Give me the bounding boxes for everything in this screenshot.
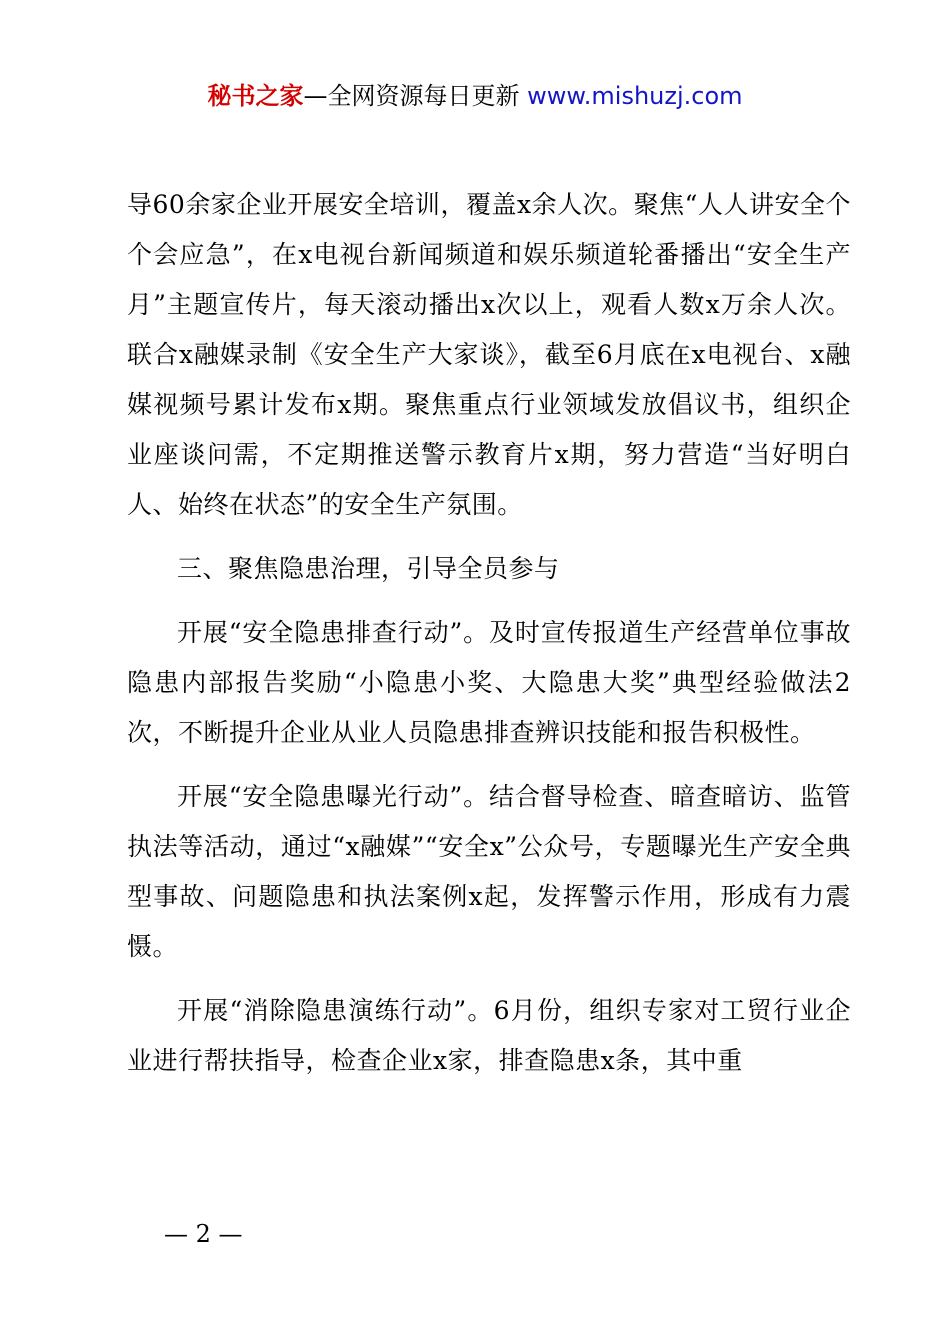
section-heading: 三、聚焦隐患治理，引导全员参与 [177,554,560,583]
paragraph-hazard-inspection: 开展“安全隐患排查行动”。及时宣传报道生产经营单位事故隐患内部报告奖励“小隐患小奖、大隐患大奖”典型经验做法2次，不断提升企业从业人员隐患排查辨识技能和报告积极性。 [127,618,851,747]
paragraph-hazard-drill: 开展“消除隐患演练行动”。6月份，组织专家对工贸行业企业进行帮扶指导，检查企业x家，排查隐患x条，其中重 [127,996,851,1075]
document-body [127,180,851,1086]
site-slogan: —全网资源每日更新 [303,82,520,110]
paragraph-hazard-exposure: 开展“安全隐患曝光行动”。结合督导检查、暗查暗访、监管执法等活动，通过“x融媒”“安全x”公众号，专题曝光生产安全典型事故、问题隐患和执法案例x起，发挥警示作用，形成有力震慑。 [127,782,851,961]
paragraph-continued: 导60余家企业开展安全培训，覆盖x余人次。聚焦“人人讲安全个个会应急”，在x电视台新闻频道和娱乐频道轮番播出“安全生产月”主题宣传片，每天滚动播出x次以上，观看人数x万余人次。联合x融媒录制《安全生产大家谈》，截至6月底在x电视台、x融媒视频号累计发布x期。聚焦重点行业领域发放倡议书，组织企业座谈问需，不定期推送警示教育片x期，努力营造“当好明白人、始终在状态”的安全生产氛围。 [127,190,851,519]
page-number: — 2 — [164,1220,243,1248]
site-url-link[interactable]: www.mishuzj.com [527,82,743,110]
brand-name: 秘书之家 [207,82,304,110]
site-header [0,78,950,114]
